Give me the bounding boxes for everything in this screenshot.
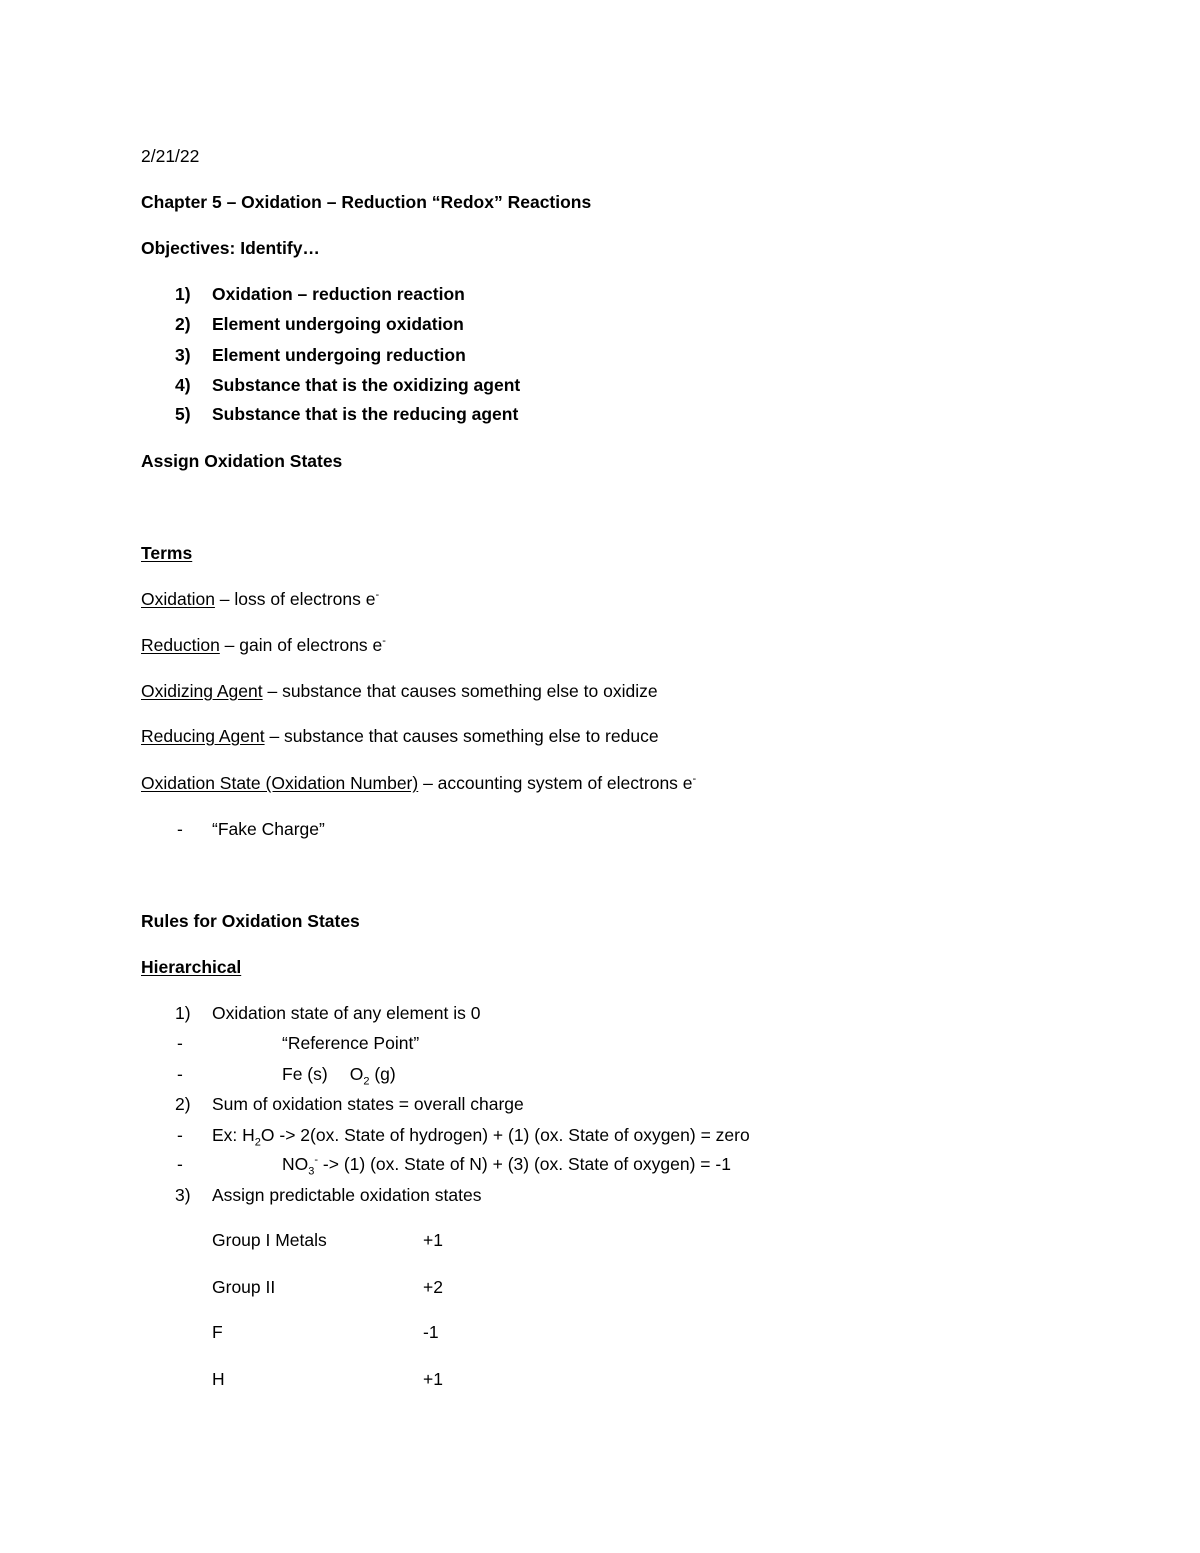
bullet-dash: - [177,1033,183,1053]
table-label: H [212,1369,225,1389]
example-body: O -> 2(ox. State of hydrogen) + (1) (ox. State of oxygen) = zero [260,1125,750,1145]
iron-example: Fe (s) [282,1064,328,1084]
objective-text: Substance that is the reducing agent [212,404,519,424]
objective-text: Element undergoing oxidation [212,314,464,334]
objective-number: 1) [175,284,191,304]
oxygen-state: (g) [369,1064,396,1084]
example-prefix: NO [282,1154,309,1174]
table-value: +1 [423,1230,443,1250]
fake-charge-note: “Fake Charge” [212,819,325,839]
element-examples [282,1063,396,1088]
term-name: Oxidation State (Oxidation Number) [141,773,419,793]
term-definition: – accounting system of electrons e [418,773,693,793]
subscript: 2 [254,1136,261,1149]
table-label: Group II [212,1277,276,1297]
rule-number: 1) [175,1003,191,1023]
oxygen-symbol: O [349,1064,364,1084]
superscript: - [382,635,386,648]
bullet-dash: - [177,1154,183,1174]
assign-heading: Assign Oxidation States [141,451,343,471]
term-reducing-agent [141,725,659,747]
hierarchical-heading: Hierarchical [141,957,242,977]
superscript: - [314,1154,319,1167]
objective-text: Oxidation – reduction reaction [212,284,465,304]
date: 2/21/22 [141,146,200,166]
term-definition: – substance that causes something else to reduce [264,726,659,746]
objective-number: 2) [175,314,191,334]
term-oxidation [141,588,379,610]
water-example [212,1124,750,1149]
objectives-heading: Objectives: Identify… [141,238,320,258]
term-oxidizing-agent [141,680,658,702]
subscript: 2 [363,1075,370,1088]
rule-text: Oxidation state of any element is 0 [212,1003,481,1023]
nitrate-example [282,1153,731,1178]
objective-number: 4) [175,375,191,395]
example-body: -> (1) (ox. State of N) + (3) (ox. State of oxygen) = -1 [318,1154,731,1174]
reference-point-note: “Reference Point” [282,1033,420,1053]
term-definition: – gain of electrons e [219,635,383,655]
terms-heading: Terms [141,543,193,563]
term-name: Oxidation [141,589,215,609]
superscript: - [692,773,697,786]
bullet-dash: - [177,1125,183,1145]
rule-number: 3) [175,1185,191,1205]
term-definition: – substance that causes something else to oxidize [262,681,658,701]
table-value: +1 [423,1369,443,1389]
rule-number: 2) [175,1094,191,1114]
objective-text: Substance that is the oxidizing agent [212,375,521,395]
objective-number: 3) [175,345,191,365]
rule-text: Assign predictable oxidation states [212,1185,482,1205]
table-value: -1 [423,1322,439,1342]
rules-heading: Rules for Oxidation States [141,911,360,931]
rule-text: Sum of oxidation states = overall charge [212,1094,524,1114]
term-name: Reduction [141,635,220,655]
table-label: Group I Metals [212,1230,327,1250]
term-name: Reducing Agent [141,726,265,746]
subscript: 3 [308,1165,315,1178]
objective-number: 5) [175,404,191,424]
table-label: F [212,1322,223,1342]
term-definition: – loss of electrons e [214,589,376,609]
term-oxidation-state [141,772,696,794]
chapter-title: Chapter 5 – Oxidation – Reduction “Redox” Reactions [141,192,592,212]
term-reduction [141,634,386,656]
term-name: Oxidizing Agent [141,681,263,701]
example-prefix: Ex: H [212,1125,255,1145]
superscript: - [375,589,380,602]
bullet-dash: - [177,819,183,839]
objective-text: Element undergoing reduction [212,345,466,365]
bullet-dash: - [177,1064,183,1084]
table-value: +2 [423,1277,443,1297]
